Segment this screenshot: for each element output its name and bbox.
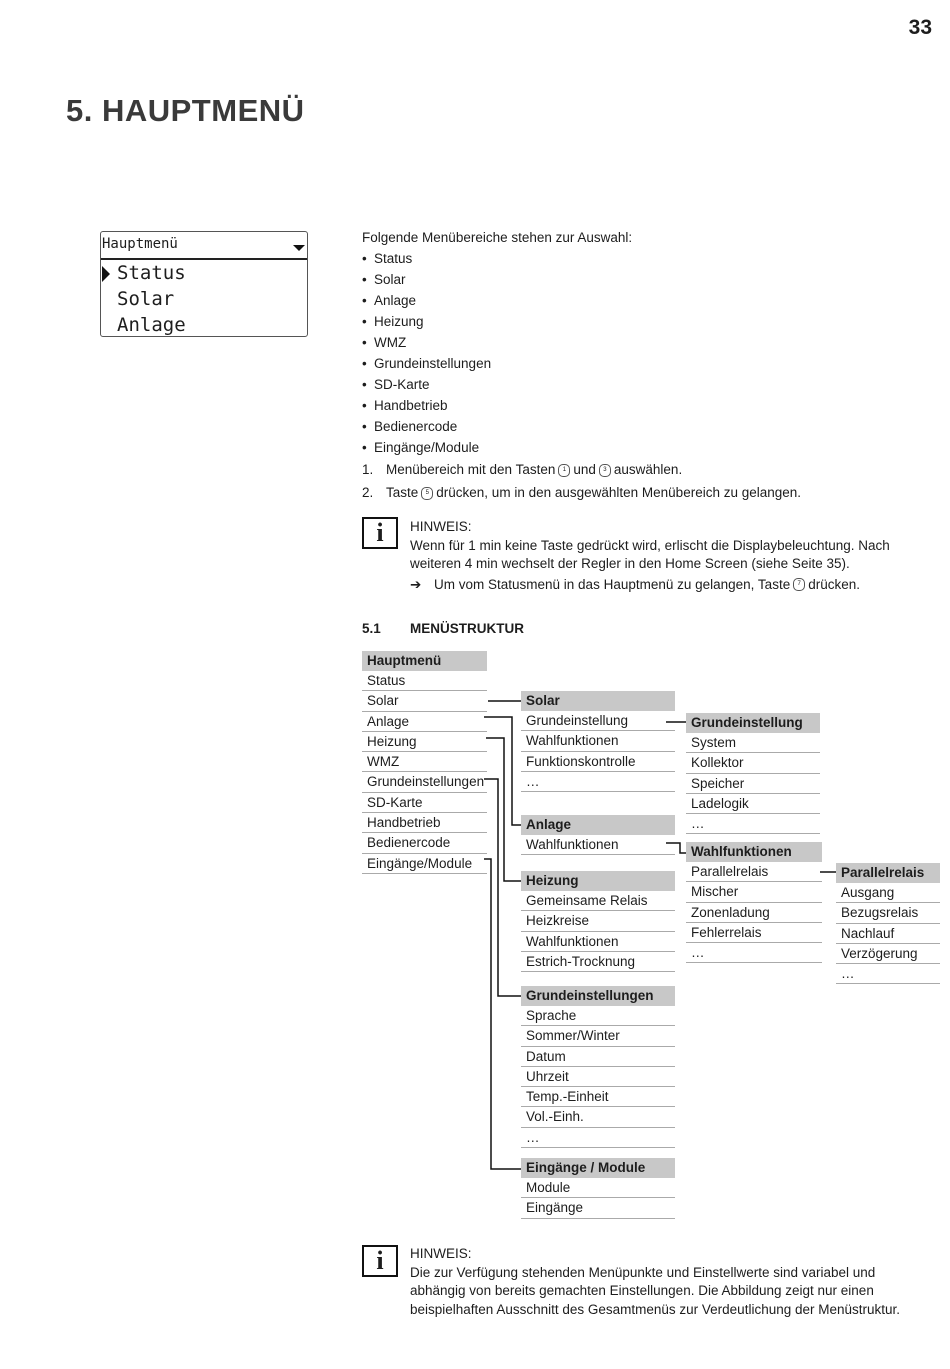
menu-block-solar — [521, 691, 675, 792]
info-icon: i — [362, 517, 398, 549]
menu-item: Handbetrieb — [362, 813, 487, 833]
connector-anlage — [484, 717, 521, 825]
step-text-part: und — [573, 462, 596, 477]
menu-item: Nachlauf — [836, 924, 940, 944]
menu-item: Temp.-Einheit — [521, 1087, 675, 1107]
list-item: • WMZ — [362, 332, 932, 353]
step-text-part: Menübereich mit den Tasten — [386, 462, 556, 477]
list-item: • Solar — [362, 269, 932, 290]
menu-item: Eingänge/Module — [362, 854, 487, 874]
list-item: • Grundeinstellungen — [362, 353, 932, 374]
menu-item: Verzögerung — [836, 944, 940, 964]
menu-item: Anlage — [362, 712, 487, 732]
list-item: • Anlage — [362, 290, 932, 311]
menu-item: Eingänge — [521, 1198, 675, 1218]
note-label: HINWEIS: — [410, 1246, 472, 1261]
lcd-title: Hauptmenü — [102, 236, 178, 252]
menu-item: Vol.-Einh. — [521, 1107, 675, 1127]
menu-item: Fehlerrelais — [686, 923, 822, 943]
menu-item: … — [836, 964, 940, 984]
step-text-part: drücken, um in den ausgewählten Menübereich zu gelangen. — [436, 485, 802, 500]
note-text: Die zur Verfügung stehenden Menüpunkte und Einstellwerte sind variabel und abhängig von bereits gemachten Einstellungen. Die Abbildung zeigt nur einen beispielhaften Ausschnitt des Gesamtmenüs zur Verdeutlichung der Menüstruktur. — [410, 1264, 901, 1317]
menu-heading: Solar — [521, 691, 675, 711]
menu-item: Estrich-Trocknung — [521, 952, 675, 972]
menu-block-hauptmenu — [362, 651, 487, 874]
menu-item: Bezugsrelais — [836, 903, 940, 923]
menu-item: Ladelogik — [686, 794, 820, 814]
menu-heading: Eingänge / Module — [521, 1158, 675, 1178]
menu-block-parallelrelais — [836, 863, 940, 984]
page-number: 33 — [908, 16, 932, 39]
instruction-part: drücken. — [808, 576, 860, 592]
connector-eingaenge — [484, 859, 521, 1169]
menu-item: Wahlfunktionen — [521, 932, 675, 952]
info-icon: i — [362, 1245, 398, 1277]
menu-item: Mischer — [686, 882, 822, 902]
step-text-part: auswählen. — [613, 462, 683, 477]
step-text-part: Taste — [386, 485, 419, 500]
menu-item: Sprache — [521, 1006, 675, 1026]
list-item: • SD-Karte — [362, 374, 932, 395]
list-item: • Eingänge/Module — [362, 437, 932, 458]
key-icon: 5 — [421, 487, 433, 500]
menu-heading: Heizung — [521, 871, 675, 891]
menu-item: SD-Karte — [362, 793, 487, 813]
arrow-right-icon: ➔ — [410, 576, 422, 592]
menu-item: Zonenladung — [686, 903, 822, 923]
menu-heading: Wahlfunktionen — [686, 842, 822, 862]
menu-item: Bedienercode — [362, 833, 487, 853]
key-icon: 1 — [558, 464, 570, 477]
list-item: • Bedienercode — [362, 416, 932, 437]
intro-lead: Folgende Menübereiche stehen zur Auswahl: — [362, 230, 633, 245]
key-icon: 7 — [793, 578, 805, 591]
section-title: MENÜSTRUKTUR — [410, 621, 524, 636]
menu-block-anlage — [521, 815, 675, 855]
lcd-item-label: Status — [117, 262, 186, 284]
chapter-title: 5. HAUPTMENÜ — [66, 93, 305, 128]
menu-item: Status — [362, 671, 487, 691]
menu-item: Uhrzeit — [521, 1067, 675, 1087]
menu-heading: Hauptmenü — [362, 651, 487, 671]
list-item: • Heizung — [362, 311, 932, 332]
menu-item: … — [521, 1128, 675, 1148]
note-text: Wenn für 1 min keine Taste gedrückt wird, erlischt die Displaybeleuchtung. Nach weiteren 4 min wechselt der Regler in den Home Screen (siehe Seite 35). — [410, 537, 890, 571]
menu-item: … — [521, 772, 675, 792]
menu-block-grundeinstellungen — [521, 986, 675, 1148]
lcd-item-label: Anlage — [117, 314, 186, 336]
menu-item: Speicher — [686, 774, 820, 794]
list-item: • Status — [362, 248, 932, 269]
menu-item: … — [686, 814, 820, 834]
menu-item: Grundeinstellung — [521, 711, 675, 731]
menu-item: Funktionskontrolle — [521, 752, 675, 772]
menu-item: Heizkreise — [521, 911, 675, 931]
menu-item: Ausgang — [836, 883, 940, 903]
lcd-item-label: Solar — [117, 288, 175, 310]
list-item: • Handbetrieb — [362, 395, 932, 416]
menu-item: Gemeinsame Relais — [521, 891, 675, 911]
note-2 — [410, 1245, 930, 1319]
menu-item: Heizung — [362, 732, 487, 752]
menu-item: Sommer/Winter — [521, 1026, 675, 1046]
step-number: 2. — [362, 485, 374, 500]
menu-block-heizung — [521, 871, 675, 972]
menu-block-grundeinstellung — [686, 713, 820, 834]
menu-heading: Grundeinstellungen — [521, 986, 675, 1006]
menu-item: Module — [521, 1178, 675, 1198]
menu-item: System — [686, 733, 820, 753]
menu-item: Parallelrelais — [686, 862, 822, 882]
menu-item: … — [686, 943, 822, 963]
menu-item: Solar — [362, 691, 487, 711]
menu-item: Wahlfunktionen — [521, 731, 675, 751]
menu-block-wahlfunktionen — [686, 842, 822, 963]
menu-item: WMZ — [362, 752, 487, 772]
menu-heading: Anlage — [521, 815, 675, 835]
menu-item: Datum — [521, 1047, 675, 1067]
menu-item: Grundeinstellungen — [362, 772, 487, 792]
connector-grundeinstellungen — [484, 779, 521, 996]
step-number: 1. — [362, 462, 374, 477]
key-icon: 3 — [599, 464, 611, 477]
menu-heading: Grundeinstellung — [686, 713, 820, 733]
menu-item: Kollektor — [686, 753, 820, 773]
section-number: 5.1 — [362, 621, 381, 636]
instruction-part: Um vom Statusmenü in das Hauptmenü zu gelangen, Taste — [434, 576, 791, 592]
menu-heading: Parallelrelais — [836, 863, 940, 883]
menu-item: Wahlfunktionen — [521, 835, 675, 855]
menu-block-eingaenge-module — [521, 1158, 675, 1219]
note-label: HINWEIS: — [410, 519, 472, 534]
